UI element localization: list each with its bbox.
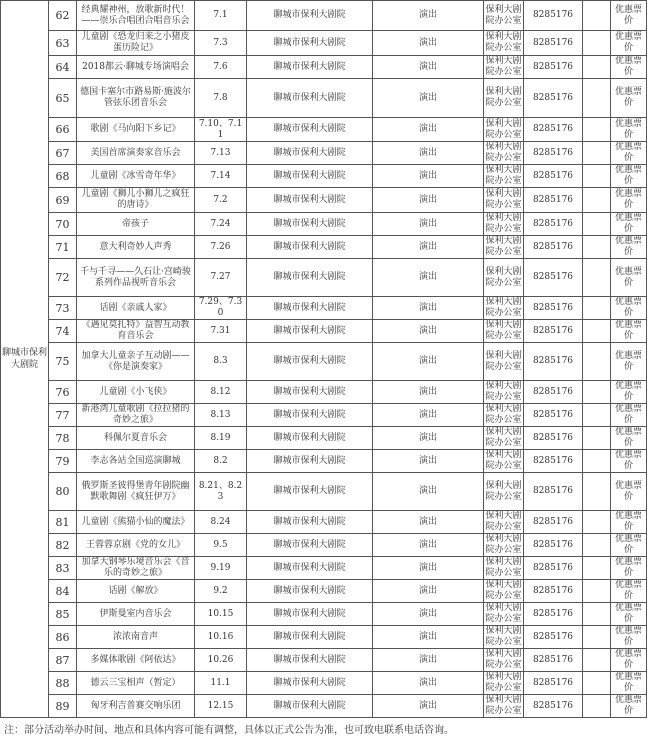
blank-cell — [583, 404, 611, 427]
blank-cell — [583, 142, 611, 165]
table-row — [1, 259, 647, 297]
event-venue: 聊城市保利大剧院 — [247, 188, 373, 213]
event-venue: 聊城市保利大剧院 — [247, 603, 373, 626]
event-type: 演出 — [373, 142, 484, 165]
event-type: 演出 — [373, 79, 484, 118]
event-name: 匈牙利吉普赛交响乐团 — [77, 695, 195, 718]
table-row — [1, 511, 647, 534]
event-name: 儿童剧《冰雪奇年华》 — [77, 165, 195, 188]
row-number: 69 — [49, 188, 77, 213]
table-row — [1, 118, 647, 142]
table-row — [1, 450, 647, 473]
ticket-offer: 优惠票价 — [611, 1, 647, 31]
event-date: 7.3 — [195, 31, 247, 56]
blank-cell — [583, 603, 611, 626]
blank-cell — [583, 236, 611, 259]
blank-cell — [583, 165, 611, 188]
event-venue: 聊城市保利大剧院 — [247, 580, 373, 603]
event-type: 演出 — [373, 1, 484, 31]
contact-phone: 8285176 — [524, 534, 583, 557]
row-number: 78 — [49, 427, 77, 450]
organizer: 保利大剧院办公室 — [485, 381, 522, 402]
row-number: 72 — [49, 259, 77, 297]
event-venue: 聊城市保利大剧院 — [247, 557, 373, 580]
event-venue: 聊城市保利大剧院 — [247, 649, 373, 672]
event-name: 歌剧《马向阳下乡记》 — [77, 118, 195, 142]
organizer: 保利大剧院办公室 — [485, 649, 522, 670]
blank-cell — [583, 31, 611, 56]
organizer: 保利大剧院办公室 — [484, 259, 524, 297]
row-number: 77 — [49, 404, 77, 427]
contact-phone: 8285176 — [524, 672, 583, 695]
organizer: 保利大剧院办公室 — [484, 473, 524, 511]
event-type: 演出 — [373, 427, 484, 450]
row-number: 74 — [49, 320, 77, 343]
table-body — [1, 1, 647, 718]
table-row — [1, 320, 647, 343]
event-date: 7.10、7.11 — [195, 118, 247, 142]
row-number: 64 — [49, 56, 77, 79]
blank-cell — [583, 649, 611, 672]
row-number: 73 — [49, 297, 77, 320]
contact-phone: 8285176 — [524, 188, 583, 213]
row-number: 89 — [49, 695, 77, 718]
row-number: 67 — [49, 142, 77, 165]
event-name: 儿童剧《恐龙归来之小猪皮蛋历险记》 — [77, 31, 195, 56]
event-name: 话剧《解放》 — [77, 580, 195, 603]
table-row — [1, 142, 647, 165]
blank-cell — [583, 320, 611, 343]
blank-cell — [583, 695, 611, 718]
row-number: 83 — [49, 557, 77, 580]
ticket-offer: 优惠票价 — [611, 79, 647, 118]
table-row — [1, 56, 647, 79]
event-type: 演出 — [373, 695, 484, 718]
event-type: 演出 — [373, 320, 484, 343]
blank-cell — [583, 626, 611, 649]
ticket-offer: 优惠票价 — [611, 649, 647, 672]
ticket-offer: 优惠票价 — [611, 427, 647, 450]
ticket-offer: 优惠票价 — [611, 259, 647, 297]
event-type: 演出 — [373, 404, 484, 427]
event-type: 演出 — [373, 259, 484, 297]
organizer: 保利大剧院办公室 — [484, 343, 524, 381]
contact-phone: 8285176 — [524, 56, 583, 79]
blank-cell — [583, 381, 611, 404]
event-type: 演出 — [373, 213, 484, 236]
table-row — [1, 672, 647, 695]
organizer: 保利大剧院办公室 — [485, 511, 522, 532]
event-type: 演出 — [373, 649, 484, 672]
event-date: 10.15 — [195, 603, 247, 626]
blank-cell — [583, 79, 611, 118]
ticket-offer: 优惠票价 — [611, 557, 647, 580]
event-name: 经典耀神州，放歌新时代！——崇乐合唱团合唱音乐会 — [77, 1, 195, 31]
table-row — [1, 626, 647, 649]
table-row — [1, 343, 647, 381]
event-venue: 聊城市保利大剧院 — [247, 626, 373, 649]
ticket-offer: 优惠票价 — [611, 56, 647, 79]
event-type: 演出 — [373, 381, 484, 404]
organizer: 保利大剧院办公室 — [485, 695, 522, 716]
table-row — [1, 297, 647, 320]
blank-cell — [583, 534, 611, 557]
row-number: 86 — [49, 626, 77, 649]
contact-phone: 8285176 — [524, 603, 583, 626]
blank-cell — [583, 56, 611, 79]
event-name: 帝孩子 — [77, 213, 195, 236]
event-name: 话剧《亲戚人家》 — [77, 297, 195, 320]
ticket-offer: 优惠票价 — [611, 213, 647, 236]
event-type: 演出 — [373, 511, 484, 534]
ticket-offer: 优惠票价 — [611, 320, 647, 343]
event-type: 演出 — [373, 236, 484, 259]
event-name: 儿童剧《狮儿小狮儿之疯狂的唐诗》 — [77, 188, 195, 213]
ticket-offer: 优惠票价 — [611, 236, 647, 259]
organizer: 保利大剧院办公室 — [485, 236, 522, 257]
contact-phone: 8285176 — [524, 236, 583, 259]
blank-cell — [583, 473, 611, 511]
organizer: 保利大剧院办公室 — [485, 320, 522, 341]
ticket-offer: 优惠票价 — [611, 188, 647, 213]
contact-phone: 8285176 — [524, 695, 583, 718]
contact-phone: 8285176 — [524, 259, 583, 297]
organizer: 保利大剧院办公室 — [485, 118, 522, 140]
event-venue: 聊城市保利大剧院 — [247, 79, 373, 118]
row-number: 76 — [49, 381, 77, 404]
row-number: 84 — [49, 580, 77, 603]
row-number: 70 — [49, 213, 77, 236]
contact-phone: 8285176 — [524, 297, 583, 320]
event-name: 《遇见莫扎特》益智互动教育音乐会 — [77, 320, 195, 343]
contact-phone: 8285176 — [524, 79, 583, 118]
ticket-offer: 优惠票价 — [611, 511, 647, 534]
organizer: 保利大剧院办公室 — [484, 79, 524, 118]
event-name: 科佩尔夏音乐会 — [77, 427, 195, 450]
event-venue: 聊城市保利大剧院 — [247, 259, 373, 297]
contact-phone: 8285176 — [524, 649, 583, 672]
event-date: 10.16 — [195, 626, 247, 649]
row-number: 88 — [49, 672, 77, 695]
ticket-offer: 优惠票价 — [611, 626, 647, 649]
row-number: 85 — [49, 603, 77, 626]
contact-phone: 8285176 — [524, 118, 583, 142]
contact-phone: 8285176 — [524, 165, 583, 188]
event-date: 7.29、7.30 — [195, 297, 247, 320]
event-type: 演出 — [373, 672, 484, 695]
event-venue: 聊城市保利大剧院 — [247, 511, 373, 534]
organizer: 保利大剧院办公室 — [485, 626, 522, 647]
row-number: 87 — [49, 649, 77, 672]
table-row — [1, 381, 647, 404]
table-row — [1, 649, 647, 672]
table-row — [1, 165, 647, 188]
blank-cell — [583, 427, 611, 450]
event-date: 8.21、8.23 — [195, 473, 247, 511]
event-venue: 聊城市保利大剧院 — [247, 473, 373, 511]
row-number: 79 — [49, 450, 77, 473]
blank-cell — [583, 672, 611, 695]
event-venue: 聊城市保利大剧院 — [247, 404, 373, 427]
event-type: 演出 — [373, 603, 484, 626]
event-name: 李志各站全国巡演聊城 — [77, 450, 195, 473]
event-name: 多媒体歌剧《阿依达》 — [77, 649, 195, 672]
blank-cell — [583, 188, 611, 213]
event-venue: 聊城市保利大剧院 — [247, 534, 373, 557]
contact-phone: 8285176 — [524, 473, 583, 511]
event-name: 新港湾儿童歌剧《拉拉猪的奇妙之旅》 — [77, 404, 195, 427]
blank-cell — [583, 343, 611, 381]
organizer: 保利大剧院办公室 — [485, 534, 522, 555]
event-name: 王蓉蓉京剧《党的女儿》 — [77, 534, 195, 557]
table-row — [1, 695, 647, 718]
contact-phone: 8285176 — [524, 381, 583, 404]
ticket-offer: 优惠票价 — [611, 31, 647, 56]
event-venue: 聊城市保利大剧院 — [247, 165, 373, 188]
event-type: 演出 — [373, 297, 484, 320]
event-date: 8.13 — [195, 404, 247, 427]
event-type: 演出 — [373, 534, 484, 557]
contact-phone: 8285176 — [524, 557, 583, 580]
ticket-offer: 优惠票价 — [611, 695, 647, 718]
event-date: 8.24 — [195, 511, 247, 534]
event-date: 8.2 — [195, 450, 247, 473]
contact-phone: 8285176 — [524, 404, 583, 427]
ticket-offer: 优惠票价 — [611, 672, 647, 695]
organizer: 保利大剧院办公室 — [485, 404, 522, 425]
organizer: 保利大剧院办公室 — [485, 603, 522, 624]
row-number: 62 — [49, 1, 77, 31]
row-number: 66 — [49, 118, 77, 142]
event-type: 演出 — [373, 580, 484, 603]
event-date: 7.26 — [195, 236, 247, 259]
ticket-offer: 优惠票价 — [611, 118, 647, 142]
event-name: 德国卡塞尔市路易斯·施波尔管弦乐团音乐会 — [77, 79, 195, 118]
event-name: 浓浓南音声 — [77, 626, 195, 649]
event-name: 德云三宝相声（暂定） — [77, 672, 195, 695]
organizer: 保利大剧院办公室 — [485, 56, 522, 77]
contact-phone: 8285176 — [524, 626, 583, 649]
organizer: 保利大剧院办公室 — [485, 142, 522, 163]
ticket-offer: 优惠票价 — [611, 142, 647, 165]
event-type: 演出 — [373, 473, 484, 511]
event-venue: 聊城市保利大剧院 — [247, 56, 373, 79]
organizer: 保利大剧院办公室 — [485, 450, 522, 471]
contact-phone: 8285176 — [524, 511, 583, 534]
contact-phone: 8285176 — [524, 213, 583, 236]
event-venue: 聊城市保利大剧院 — [247, 450, 373, 473]
row-number: 75 — [49, 343, 77, 381]
ticket-offer: 优惠票价 — [611, 343, 647, 381]
table-row — [1, 31, 647, 56]
row-number: 63 — [49, 31, 77, 56]
organizer: 保利大剧院办公室 — [485, 557, 522, 578]
event-venue: 聊城市保利大剧院 — [247, 297, 373, 320]
event-venue: 聊城市保利大剧院 — [247, 672, 373, 695]
event-venue: 聊城市保利大剧院 — [247, 427, 373, 450]
event-date: 8.3 — [195, 343, 247, 381]
contact-phone: 8285176 — [524, 343, 583, 381]
event-venue: 聊城市保利大剧院 — [247, 31, 373, 56]
event-name: 美国首席演奏家音乐会 — [77, 142, 195, 165]
venue-group-label: 聊城市保利大剧院 — [1, 1, 49, 718]
event-name: 2018都云·聊城专场演唱会 — [77, 56, 195, 79]
organizer: 保利大剧院办公室 — [485, 580, 522, 601]
event-name: 加拿大钢琴乐境音乐会《音乐的奇妙之旅》 — [77, 557, 195, 580]
event-date: 7.8 — [195, 79, 247, 118]
event-date: 9.5 — [195, 534, 247, 557]
event-date: 11.1 — [195, 672, 247, 695]
event-name: 儿童剧《熊猫小仙的魔法》 — [77, 511, 195, 534]
blank-cell — [583, 450, 611, 473]
table-row — [1, 1, 647, 31]
event-date: 9.2 — [195, 580, 247, 603]
organizer: 保利大剧院办公室 — [485, 672, 522, 693]
event-type: 演出 — [373, 450, 484, 473]
table-row — [1, 603, 647, 626]
event-date: 7.2 — [195, 188, 247, 213]
blank-cell — [583, 557, 611, 580]
blank-cell — [583, 259, 611, 297]
event-date: 7.1 — [195, 1, 247, 31]
event-name: 加拿大儿童亲子互动剧——《你是演奏家》 — [77, 343, 195, 381]
row-number: 68 — [49, 165, 77, 188]
ticket-offer: 优惠票价 — [611, 534, 647, 557]
event-venue: 聊城市保利大剧院 — [247, 320, 373, 343]
event-venue: 聊城市保利大剧院 — [247, 118, 373, 142]
event-name: 儿童剧《小飞侠》 — [77, 381, 195, 404]
organizer: 保利大剧院办公室 — [484, 31, 524, 56]
blank-cell — [583, 213, 611, 236]
event-type: 演出 — [373, 118, 484, 142]
table-row — [1, 236, 647, 259]
ticket-offer: 优惠票价 — [611, 404, 647, 427]
event-date: 7.27 — [195, 259, 247, 297]
ticket-offer: 优惠票价 — [611, 580, 647, 603]
event-date: 9.19 — [195, 557, 247, 580]
ticket-offer: 优惠票价 — [611, 165, 647, 188]
event-type: 演出 — [373, 343, 484, 381]
event-name: 千与千寻——久石让·宫崎骏系列作品视听音乐会 — [77, 259, 195, 297]
row-number: 71 — [49, 236, 77, 259]
event-venue: 聊城市保利大剧院 — [247, 142, 373, 165]
table-row — [1, 473, 647, 511]
event-name: 意大利奇妙人声秀 — [77, 236, 195, 259]
contact-phone: 8285176 — [524, 31, 583, 56]
contact-phone: 8285176 — [524, 580, 583, 603]
organizer: 保利大剧院办公室 — [484, 188, 524, 213]
table-row — [1, 79, 647, 118]
ticket-offer: 优惠票价 — [611, 381, 647, 404]
event-date: 7.31 — [195, 320, 247, 343]
table-row — [1, 213, 647, 236]
event-venue: 聊城市保利大剧院 — [247, 236, 373, 259]
blank-cell — [583, 511, 611, 534]
ticket-offer: 优惠票价 — [611, 473, 647, 511]
table-row — [1, 534, 647, 557]
blank-cell — [583, 1, 611, 31]
row-number: 80 — [49, 473, 77, 511]
event-date: 8.19 — [195, 427, 247, 450]
ticket-offer: 优惠票价 — [611, 603, 647, 626]
organizer: 保利大剧院办公室 — [484, 1, 524, 31]
contact-phone: 8285176 — [524, 1, 583, 31]
organizer: 保利大剧院办公室 — [485, 427, 522, 448]
row-number: 82 — [49, 534, 77, 557]
event-date: 12.15 — [195, 695, 247, 718]
table-row — [1, 580, 647, 603]
table-row — [1, 404, 647, 427]
event-name: 伊斯曼室内音乐会 — [77, 603, 195, 626]
event-venue: 聊城市保利大剧院 — [247, 1, 373, 31]
row-number: 65 — [49, 79, 77, 118]
table-row — [1, 427, 647, 450]
event-type: 演出 — [373, 56, 484, 79]
contact-phone: 8285176 — [524, 320, 583, 343]
contact-phone: 8285176 — [524, 450, 583, 473]
event-type: 演出 — [373, 165, 484, 188]
event-date: 7.13 — [195, 142, 247, 165]
event-venue: 聊城市保利大剧院 — [247, 213, 373, 236]
event-date: 7.6 — [195, 56, 247, 79]
event-date: 7.24 — [195, 213, 247, 236]
event-venue: 聊城市保利大剧院 — [247, 381, 373, 404]
event-venue: 聊城市保利大剧院 — [247, 695, 373, 718]
event-date: 7.14 — [195, 165, 247, 188]
contact-phone: 8285176 — [524, 427, 583, 450]
event-type: 演出 — [373, 31, 484, 56]
footnote: 注：部分活动举办时间、地点和具体内容可能有调整，具体以正式公告为准，也可致电联系电话咨询。 — [4, 725, 454, 736]
organizer: 保利大剧院办公室 — [485, 165, 522, 186]
ticket-offer: 优惠票价 — [611, 297, 647, 320]
table-row — [1, 188, 647, 213]
event-date: 10.26 — [195, 649, 247, 672]
blank-cell — [583, 297, 611, 320]
event-date: 8.12 — [195, 381, 247, 404]
event-type: 演出 — [373, 188, 484, 213]
row-number: 81 — [49, 511, 77, 534]
ticket-offer: 优惠票价 — [611, 450, 647, 473]
event-venue: 聊城市保利大剧院 — [247, 343, 373, 381]
organizer: 保利大剧院办公室 — [485, 213, 522, 234]
table-row — [1, 557, 647, 580]
blank-cell — [583, 118, 611, 142]
event-type: 演出 — [373, 626, 484, 649]
organizer: 保利大剧院办公室 — [485, 297, 522, 318]
blank-cell — [583, 580, 611, 603]
contact-phone: 8285176 — [524, 142, 583, 165]
event-name: 俄罗斯圣彼得堡青年剧院幽默歌舞剧《疯狂伊万》 — [77, 473, 195, 511]
event-type: 演出 — [373, 557, 484, 580]
